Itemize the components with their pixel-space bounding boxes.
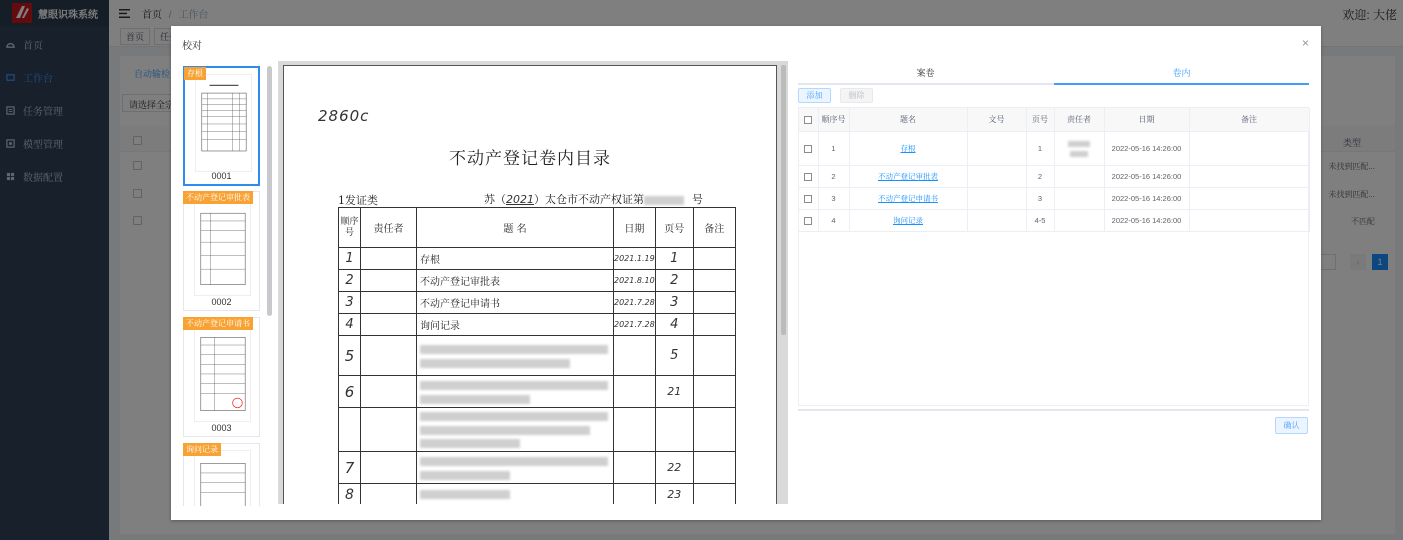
doc-cell-remark (693, 336, 735, 376)
cert-year: 2021 (506, 193, 534, 206)
doc-cell-title (417, 484, 614, 505)
thumbnail-item[interactable] (183, 317, 260, 437)
doc-cell-seq: 6 (339, 376, 361, 408)
doc-cell-seq: 8 (339, 484, 361, 505)
doc-cell-date: 2021.7.28 (614, 314, 656, 336)
cell-date: 2022-05-16 14:26:00 (1104, 131, 1189, 165)
doc-cell-remark (693, 484, 735, 505)
cell-responsible (1054, 165, 1104, 187)
doc-cell-responsible (361, 270, 417, 292)
doc-cell-remark (693, 408, 735, 452)
doc-cell-responsible (361, 408, 417, 452)
add-button[interactable]: 添加 (798, 88, 831, 103)
row-checkbox[interactable] (804, 195, 812, 203)
redacted-block (420, 490, 510, 499)
doc-cell-seq: 3 (339, 292, 361, 314)
doc-cell-seq: 5 (339, 336, 361, 376)
doc-cell-date (614, 376, 656, 408)
doc-cell-date: 2021.8.10 (614, 270, 656, 292)
cell-seq: 3 (818, 187, 849, 209)
dialog-title: 校对 (182, 41, 202, 52)
cell-seq: 1 (818, 131, 849, 165)
doc-cell-remark (693, 314, 735, 336)
doc-cell-title (417, 376, 614, 408)
page-thumbnail-image (194, 324, 251, 422)
cell-remark (1189, 187, 1309, 209)
doc-cell-title: 不动产登记审批表 (417, 270, 614, 292)
table-row (799, 209, 1309, 231)
header-page: 页号 (1026, 108, 1054, 131)
thumbnail-number: 0001 (211, 171, 232, 181)
header-checkbox-cell (799, 108, 818, 131)
cell-responsible (1054, 131, 1104, 165)
title-link[interactable]: 询问记录 (893, 215, 923, 225)
doc-cell-responsible (361, 292, 417, 314)
thumbnail-number: 0002 (211, 297, 232, 307)
proofread-dialog (171, 26, 1321, 520)
close-icon[interactable]: × (1301, 36, 1309, 50)
doc-cell-responsible (361, 314, 417, 336)
thumbnail-item[interactable] (183, 66, 260, 186)
thumbnail-item[interactable] (183, 443, 260, 506)
redacted-block (420, 426, 590, 435)
cert-mid: ）太仓市不动产权证第 (534, 193, 644, 206)
tab-volume[interactable]: 案卷 (916, 68, 935, 78)
redacted-block (420, 395, 530, 404)
title-link[interactable]: 存根 (900, 143, 916, 153)
delete-button[interactable]: 删除 (840, 88, 873, 103)
row-checkbox-cell (799, 209, 818, 231)
cell-title (849, 187, 967, 209)
redacted-block (420, 381, 608, 390)
redacted-block (420, 412, 608, 421)
thumbnail-tag: 不动产登记申请书 (183, 317, 253, 330)
row-checkbox-cell (799, 187, 818, 209)
cell-doc-no (967, 187, 1026, 209)
doc-cell-page: 4 (655, 314, 693, 336)
cell-responsible (1054, 187, 1104, 209)
thumbnail-tag: 不动产登记审批表 (183, 191, 253, 204)
cell-date: 2022-05-16 14:26:00 (1104, 165, 1189, 187)
doc-cell-responsible (361, 248, 417, 270)
cell-doc-no (967, 209, 1026, 231)
select-all-checkbox[interactable] (804, 116, 812, 124)
title-link[interactable]: 不动产登记审批表 (878, 171, 938, 181)
doc-cell-seq: 7 (339, 452, 361, 484)
redacted-block (420, 439, 520, 448)
cell-doc-no (967, 165, 1026, 187)
cert-suffix: 号 (692, 193, 703, 206)
doc-header-title: 题 名 (417, 208, 614, 248)
doc-cell-responsible (361, 484, 417, 505)
cert-prefix: 苏（ (484, 193, 506, 206)
redacted-block (1070, 151, 1088, 157)
title-link[interactable]: 不动产登记申请书 (878, 193, 938, 203)
header-seq: 顺序号 (818, 108, 849, 131)
header-date: 日期 (1104, 108, 1189, 131)
thumbnail-tag: 询问记录 (183, 443, 221, 456)
doc-cell-date (614, 336, 656, 376)
document-serial: 2860c (318, 107, 370, 125)
doc-cell-page: 3 (655, 292, 693, 314)
cell-seq: 4 (818, 209, 849, 231)
tab-in-volume[interactable]: 卷内 (1054, 62, 1309, 85)
doc-cell-seq: 2 (339, 270, 361, 292)
row-checkbox-cell (799, 165, 818, 187)
tab-bar (798, 62, 1309, 85)
doc-cell-remark (693, 376, 735, 408)
file-table (798, 107, 1309, 406)
cell-date: 2022-05-16 14:26:00 (1104, 209, 1189, 231)
doc-cell-date (614, 408, 656, 452)
cell-seq: 2 (818, 165, 849, 187)
table-row (799, 131, 1309, 165)
cell-page: 3 (1026, 187, 1054, 209)
thumbnail-list (182, 66, 263, 506)
row-checkbox-cell (799, 131, 818, 165)
row-checkbox[interactable] (804, 145, 812, 153)
redacted-block (644, 196, 684, 205)
doc-cell-date: 2021.7.28 (614, 292, 656, 314)
doc-cell-title (417, 336, 614, 376)
doc-cell-seq: 1 (339, 248, 361, 270)
document-viewer[interactable] (278, 61, 788, 504)
doc-cell-title: 不动产登记申请书 (417, 292, 614, 314)
redacted-block (420, 471, 510, 480)
doc-cell-page: 21 (655, 376, 693, 408)
doc-cell-page: 22 (655, 452, 693, 484)
cell-responsible (1054, 209, 1104, 231)
doc-cell-page (655, 408, 693, 452)
redacted-block (420, 359, 570, 368)
document-title: 不动产登记卷内目录 (449, 149, 611, 169)
header-doc-no: 文号 (967, 108, 1026, 131)
header-remark: 备注 (1189, 108, 1309, 131)
doc-header-seq: 顺序号 (339, 208, 361, 248)
document-category: 1发证类 (338, 194, 378, 207)
thumbnail-item[interactable] (183, 191, 260, 311)
thumbnail-scrollbar[interactable] (267, 66, 272, 316)
doc-cell-seq: 4 (339, 314, 361, 336)
redacted-block (1068, 141, 1090, 147)
thumbnail-tag: 存根 (184, 67, 206, 80)
doc-cell-remark (693, 248, 735, 270)
cell-date: 2022-05-16 14:26:00 (1104, 187, 1189, 209)
row-checkbox[interactable] (804, 217, 812, 225)
redacted-block (420, 457, 608, 466)
table-row (799, 187, 1309, 209)
doc-cell-date (614, 484, 656, 505)
cell-title (849, 131, 967, 165)
doc-cell-responsible (361, 452, 417, 484)
doc-cell-page: 1 (655, 248, 693, 270)
doc-cell-date: 2021.1.19 (614, 248, 656, 270)
row-checkbox[interactable] (804, 173, 812, 181)
doc-header-date: 日期 (614, 208, 656, 248)
certificate-line (484, 191, 703, 207)
cell-remark (1189, 165, 1309, 187)
doc-cell-page: 5 (655, 336, 693, 376)
doc-header-responsible: 责任者 (361, 208, 417, 248)
doc-cell-page: 2 (655, 270, 693, 292)
cell-page: 4-5 (1026, 209, 1054, 231)
doc-cell-remark (693, 270, 735, 292)
confirm-button[interactable]: 确认 (1275, 417, 1308, 434)
cell-page: 2 (1026, 165, 1054, 187)
page-thumbnail-image (194, 198, 251, 296)
doc-cell-title: 询问记录 (417, 314, 614, 336)
cell-remark (1189, 131, 1309, 165)
doc-cell-responsible (361, 336, 417, 376)
doc-cell-page: 23 (655, 484, 693, 505)
header-title: 题名 (849, 108, 967, 131)
table-divider (798, 409, 1309, 411)
cell-remark (1189, 209, 1309, 231)
doc-cell-title (417, 408, 614, 452)
doc-cell-date (614, 452, 656, 484)
table-header-row (799, 108, 1309, 131)
redacted-block (420, 345, 608, 354)
cell-title (849, 165, 967, 187)
page-thumbnail-image (194, 450, 251, 506)
document-table (338, 207, 736, 504)
doc-cell-title: 存根 (417, 248, 614, 270)
doc-cell-title (417, 452, 614, 484)
cell-page: 1 (1026, 131, 1054, 165)
doc-cell-remark (693, 292, 735, 314)
cell-doc-no (967, 131, 1026, 165)
cell-title (849, 209, 967, 231)
viewer-scrollbar[interactable] (781, 65, 786, 335)
doc-cell-remark (693, 452, 735, 484)
doc-header-remark: 备注 (693, 208, 735, 248)
table-row (799, 165, 1309, 187)
doc-header-page: 页号 (655, 208, 693, 248)
header-responsible: 责任者 (1054, 108, 1104, 131)
thumbnail-number: 0003 (211, 423, 232, 433)
doc-cell-responsible (361, 376, 417, 408)
doc-cell-seq (339, 408, 361, 452)
document-page (283, 65, 777, 504)
page-thumbnail-image (195, 74, 252, 172)
